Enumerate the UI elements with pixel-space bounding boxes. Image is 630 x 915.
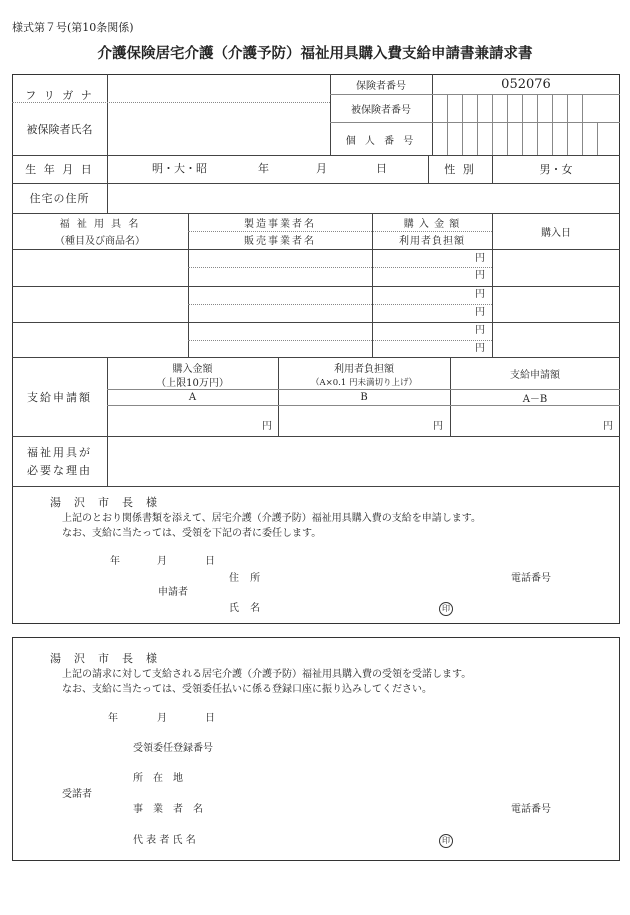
payment-a-yen: 円 [262,421,272,432]
application-address-label: 住 所 [229,573,265,584]
col-amount-label: 購 入 金 額 [403,219,461,230]
application-addressee: 湯 沢 市 長 様 [50,496,158,509]
item1-copay-yen: 円 [475,270,485,281]
acceptance-addressee: 湯 沢 市 長 様 [50,652,158,665]
era-options[interactable]: 明・大・昭 [152,162,207,175]
acceptance-day-label: 日 [205,713,215,724]
form-number: 様式第７号(第10条関係) [12,21,134,34]
item1-name-input[interactable] [13,250,187,285]
payment-b-input[interactable] [279,406,449,435]
acceptance-phone-label: 電話番号 [511,804,551,815]
application-seal-icon: 印 [439,602,453,616]
acceptance-body-line1: 上記の請求に対して支給される居宅介護（介護予防）福祉用具購入費の受領を受諾します。 [62,669,472,680]
payment-c-input[interactable] [451,406,619,435]
address-input[interactable] [109,185,619,212]
personal-number-label: 個 人 番 号 [345,135,417,147]
insured-number-label: 被保険者番号 [351,104,411,116]
payment-col-a-label: 購入金額 [172,363,213,375]
insured-name-label: 被保険者氏名 [26,123,93,136]
location-label: 所 在 地 [133,773,183,784]
payment-col-b-label: 利用者負担額 [334,363,394,375]
col-maker-label: 製造事業者名 [244,219,316,230]
payment-c-yen: 円 [603,421,613,432]
item3-copay-yen: 円 [475,343,485,354]
item2-amount-yen: 円 [475,289,485,300]
acceptance-year-label: 年 [108,713,118,724]
representative-label: 代 表 者 氏 名 [133,835,196,846]
registration-number-label: 受領委任登録番号 [133,743,213,754]
application-month-label: 月 [157,556,167,567]
item3-amount-yen: 円 [475,325,485,336]
application-body-line2: なお、支給に当たっては、受領を下記の者に委任します。 [62,528,322,539]
gender-label: 性 別 [444,163,476,176]
payment-col-c-code: A－B [522,393,548,405]
furigana-input[interactable] [109,76,328,101]
reason-label-line1: 福祉用具が [27,446,92,459]
col-copay-label: 利用者負担額 [399,236,465,247]
payment-b-yen: 円 [433,421,443,432]
application-name-label: 氏 名 [229,603,265,614]
payment-col-c-label: 支給申請額 [510,370,560,381]
birth-month-label: 月 [316,162,327,175]
application-year-label: 年 [110,556,120,567]
acceptance-month-label: 月 [157,713,167,724]
item3-date-input[interactable] [493,323,619,356]
item1-amount-yen: 円 [475,253,485,264]
insurer-number-label: 保険者番号 [356,80,406,92]
application-phone-label: 電話番号 [511,573,551,584]
item2-date-input[interactable] [493,287,619,321]
payment-col-b-note: （A×0.1 円未満切り上げ） [311,377,417,388]
birth-year-label: 年 [258,162,269,175]
application-body-line1: 上記のとおり関係書類を添えて、居宅介護（介護予防）福祉用具購入費の支給を申請します。 [62,513,481,524]
reason-input[interactable] [109,438,619,485]
gender-options[interactable]: 男・女 [539,163,573,176]
acceptance-body-line2: なお、支給に当たっては、受領委任払いに係る登録口座に振り込みしてください。 [62,684,432,695]
insurer-number-value: 052076 [501,76,551,92]
item3-name-input[interactable] [13,323,187,356]
col-item-sub-label: （種目及び商品名） [55,236,145,247]
payment-col-a-code: A [188,391,197,403]
insured-name-input[interactable] [109,104,328,154]
item2-name-input[interactable] [13,287,187,321]
item2-copay-yen: 円 [475,307,485,318]
acceptance-seal-icon: 印 [439,834,453,848]
birthdate-label: 生 年 月 日 [25,163,94,176]
address-label: 住宅の住所 [29,192,90,205]
payment-row-label: 支給申請額 [27,391,92,404]
acceptor-label: 受諾者 [62,789,92,800]
payment-a-input[interactable] [108,406,277,435]
payment-col-a-note: （上限10万円） [156,377,229,389]
applicant-label: 申請者 [158,587,188,598]
item1-date-input[interactable] [493,250,619,285]
application-day-label: 日 [205,556,215,567]
col-item-name-label: 福 祉 用 具 名 [59,219,141,230]
col-date-label: 購入日 [541,227,571,239]
page-title: 介護保険居宅介護（介護予防）福祉用具購入費支給申請書兼請求書 [97,45,533,62]
business-name-label: 事 業 者 名 [133,804,203,815]
col-seller-label: 販売事業者名 [244,236,316,247]
birth-day-label: 日 [376,162,387,175]
furigana-label: フ リ ガ ナ [25,89,94,102]
payment-col-b-code: B [360,391,368,403]
insured-number-input[interactable] [433,95,619,121]
reason-label-line2: 必要な理由 [27,464,92,477]
personal-number-input[interactable] [433,123,619,154]
